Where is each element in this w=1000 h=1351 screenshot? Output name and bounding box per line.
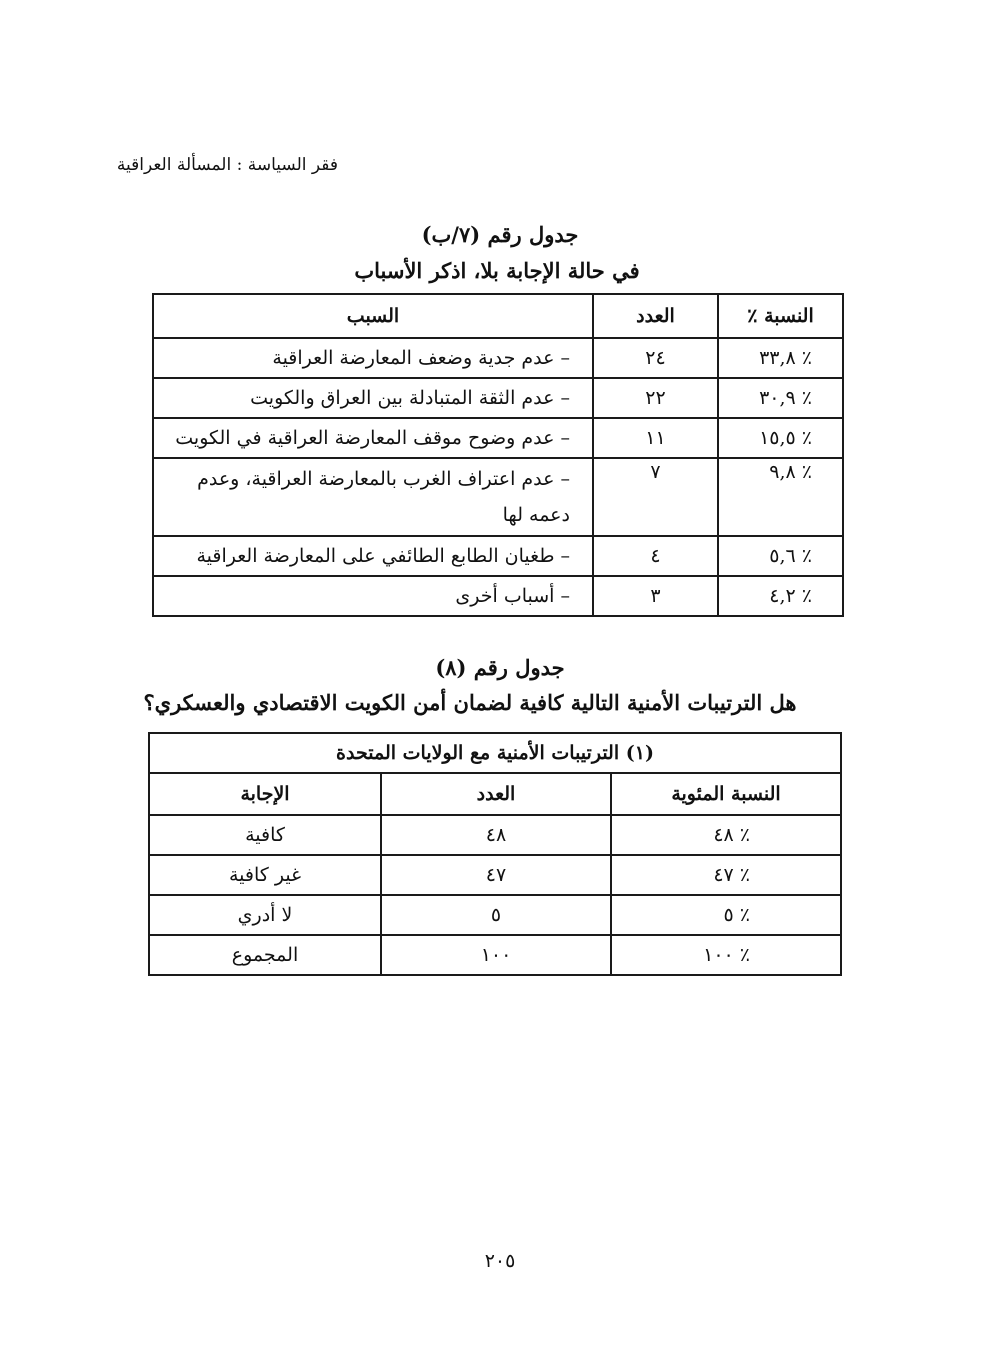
page-number: ٢٠٥ bbox=[484, 1250, 516, 1272]
cell-reason: – عدم جدية وضعف المعارضة العراقية bbox=[153, 338, 593, 378]
table-row bbox=[153, 576, 843, 616]
cell-count: ٢٤ bbox=[593, 338, 718, 378]
table-row bbox=[149, 855, 841, 895]
table7b-title: جدول رقم (٧/ب) bbox=[421, 222, 579, 247]
header-percent: النسبة ٪ bbox=[718, 294, 843, 338]
header-reason: السبب bbox=[153, 294, 593, 338]
table-row bbox=[149, 815, 841, 855]
table8-title: جدول رقم (٨) bbox=[435, 655, 565, 680]
cell-count: ٤ bbox=[593, 536, 718, 576]
table-row bbox=[153, 378, 843, 418]
table7b-subtitle: في حالة الإجابة بلا، اذكر الأسباب bbox=[354, 258, 640, 283]
cell-percent: ٪ ٥ bbox=[611, 895, 841, 935]
table-header-row bbox=[153, 294, 843, 338]
cell-count: ١٠٠ bbox=[381, 935, 611, 975]
cell-count: ٣ bbox=[593, 576, 718, 616]
cell-reason: – عدم الثقة المتبادلة بين العراق والكويت bbox=[153, 378, 593, 418]
cell-answer: المجموع bbox=[149, 935, 381, 975]
running-head: فقر السياسة : المسألة العراقية bbox=[116, 155, 338, 175]
cell-answer: كافية bbox=[149, 815, 381, 855]
cell-percent: ٪ ٤٨ bbox=[611, 815, 841, 855]
cell-percent: ٪ ٥,٦ bbox=[718, 536, 843, 576]
cell-reason: – عدم وضوح موقف المعارضة العراقية في الكويت bbox=[153, 418, 593, 458]
table-row bbox=[153, 338, 843, 378]
cell-percent: ٪ ٤٧ bbox=[611, 855, 841, 895]
cell-count: ٧ bbox=[593, 458, 718, 536]
cell-answer: غير كافية bbox=[149, 855, 381, 895]
table-row bbox=[149, 935, 841, 975]
cell-percent: ٪ ٣٠,٩ bbox=[718, 378, 843, 418]
table-header-row bbox=[149, 773, 841, 815]
table-row bbox=[153, 536, 843, 576]
cell-answer: لا أدري bbox=[149, 895, 381, 935]
cell-count: ١١ bbox=[593, 418, 718, 458]
cell-reason: – أسباب أخرى bbox=[153, 576, 593, 616]
cell-count: ٤٧ bbox=[381, 855, 611, 895]
cell-percent: ٪ ١٠٠ bbox=[611, 935, 841, 975]
header-count: العدد bbox=[381, 773, 611, 815]
header-count: العدد bbox=[593, 294, 718, 338]
table8 bbox=[148, 732, 842, 976]
header-answer: الإجابة bbox=[149, 773, 381, 815]
cell-reason: – عدم اعتراف الغرب بالمعارضة العراقية، وعدم دعمه لها bbox=[153, 458, 593, 536]
table8-subtitle: هل الترتيبات الأمنية التالية كافية لضمان أمن الكويت الاقتصادي والعسكري؟ bbox=[143, 690, 797, 715]
group-header: (١) الترتيبات الأمنية مع الولايات المتحدة bbox=[149, 733, 841, 773]
cell-count: ٤٨ bbox=[381, 815, 611, 855]
cell-percent: ٪ ٣٣,٨ bbox=[718, 338, 843, 378]
cell-count: ٥ bbox=[381, 895, 611, 935]
table-row bbox=[149, 895, 841, 935]
table-row bbox=[153, 458, 843, 536]
table-row bbox=[153, 418, 843, 458]
table-group-row bbox=[149, 733, 841, 773]
header-percent: النسبة المئوية bbox=[611, 773, 841, 815]
cell-percent: ٪ ١٥,٥ bbox=[718, 418, 843, 458]
cell-percent: ٪ ٤,٢ bbox=[718, 576, 843, 616]
cell-percent: ٪ ٩,٨ bbox=[718, 458, 843, 536]
table7b bbox=[152, 293, 844, 617]
cell-count: ٢٢ bbox=[593, 378, 718, 418]
cell-reason: – طغيان الطابع الطائفي على المعارضة العراقية bbox=[153, 536, 593, 576]
